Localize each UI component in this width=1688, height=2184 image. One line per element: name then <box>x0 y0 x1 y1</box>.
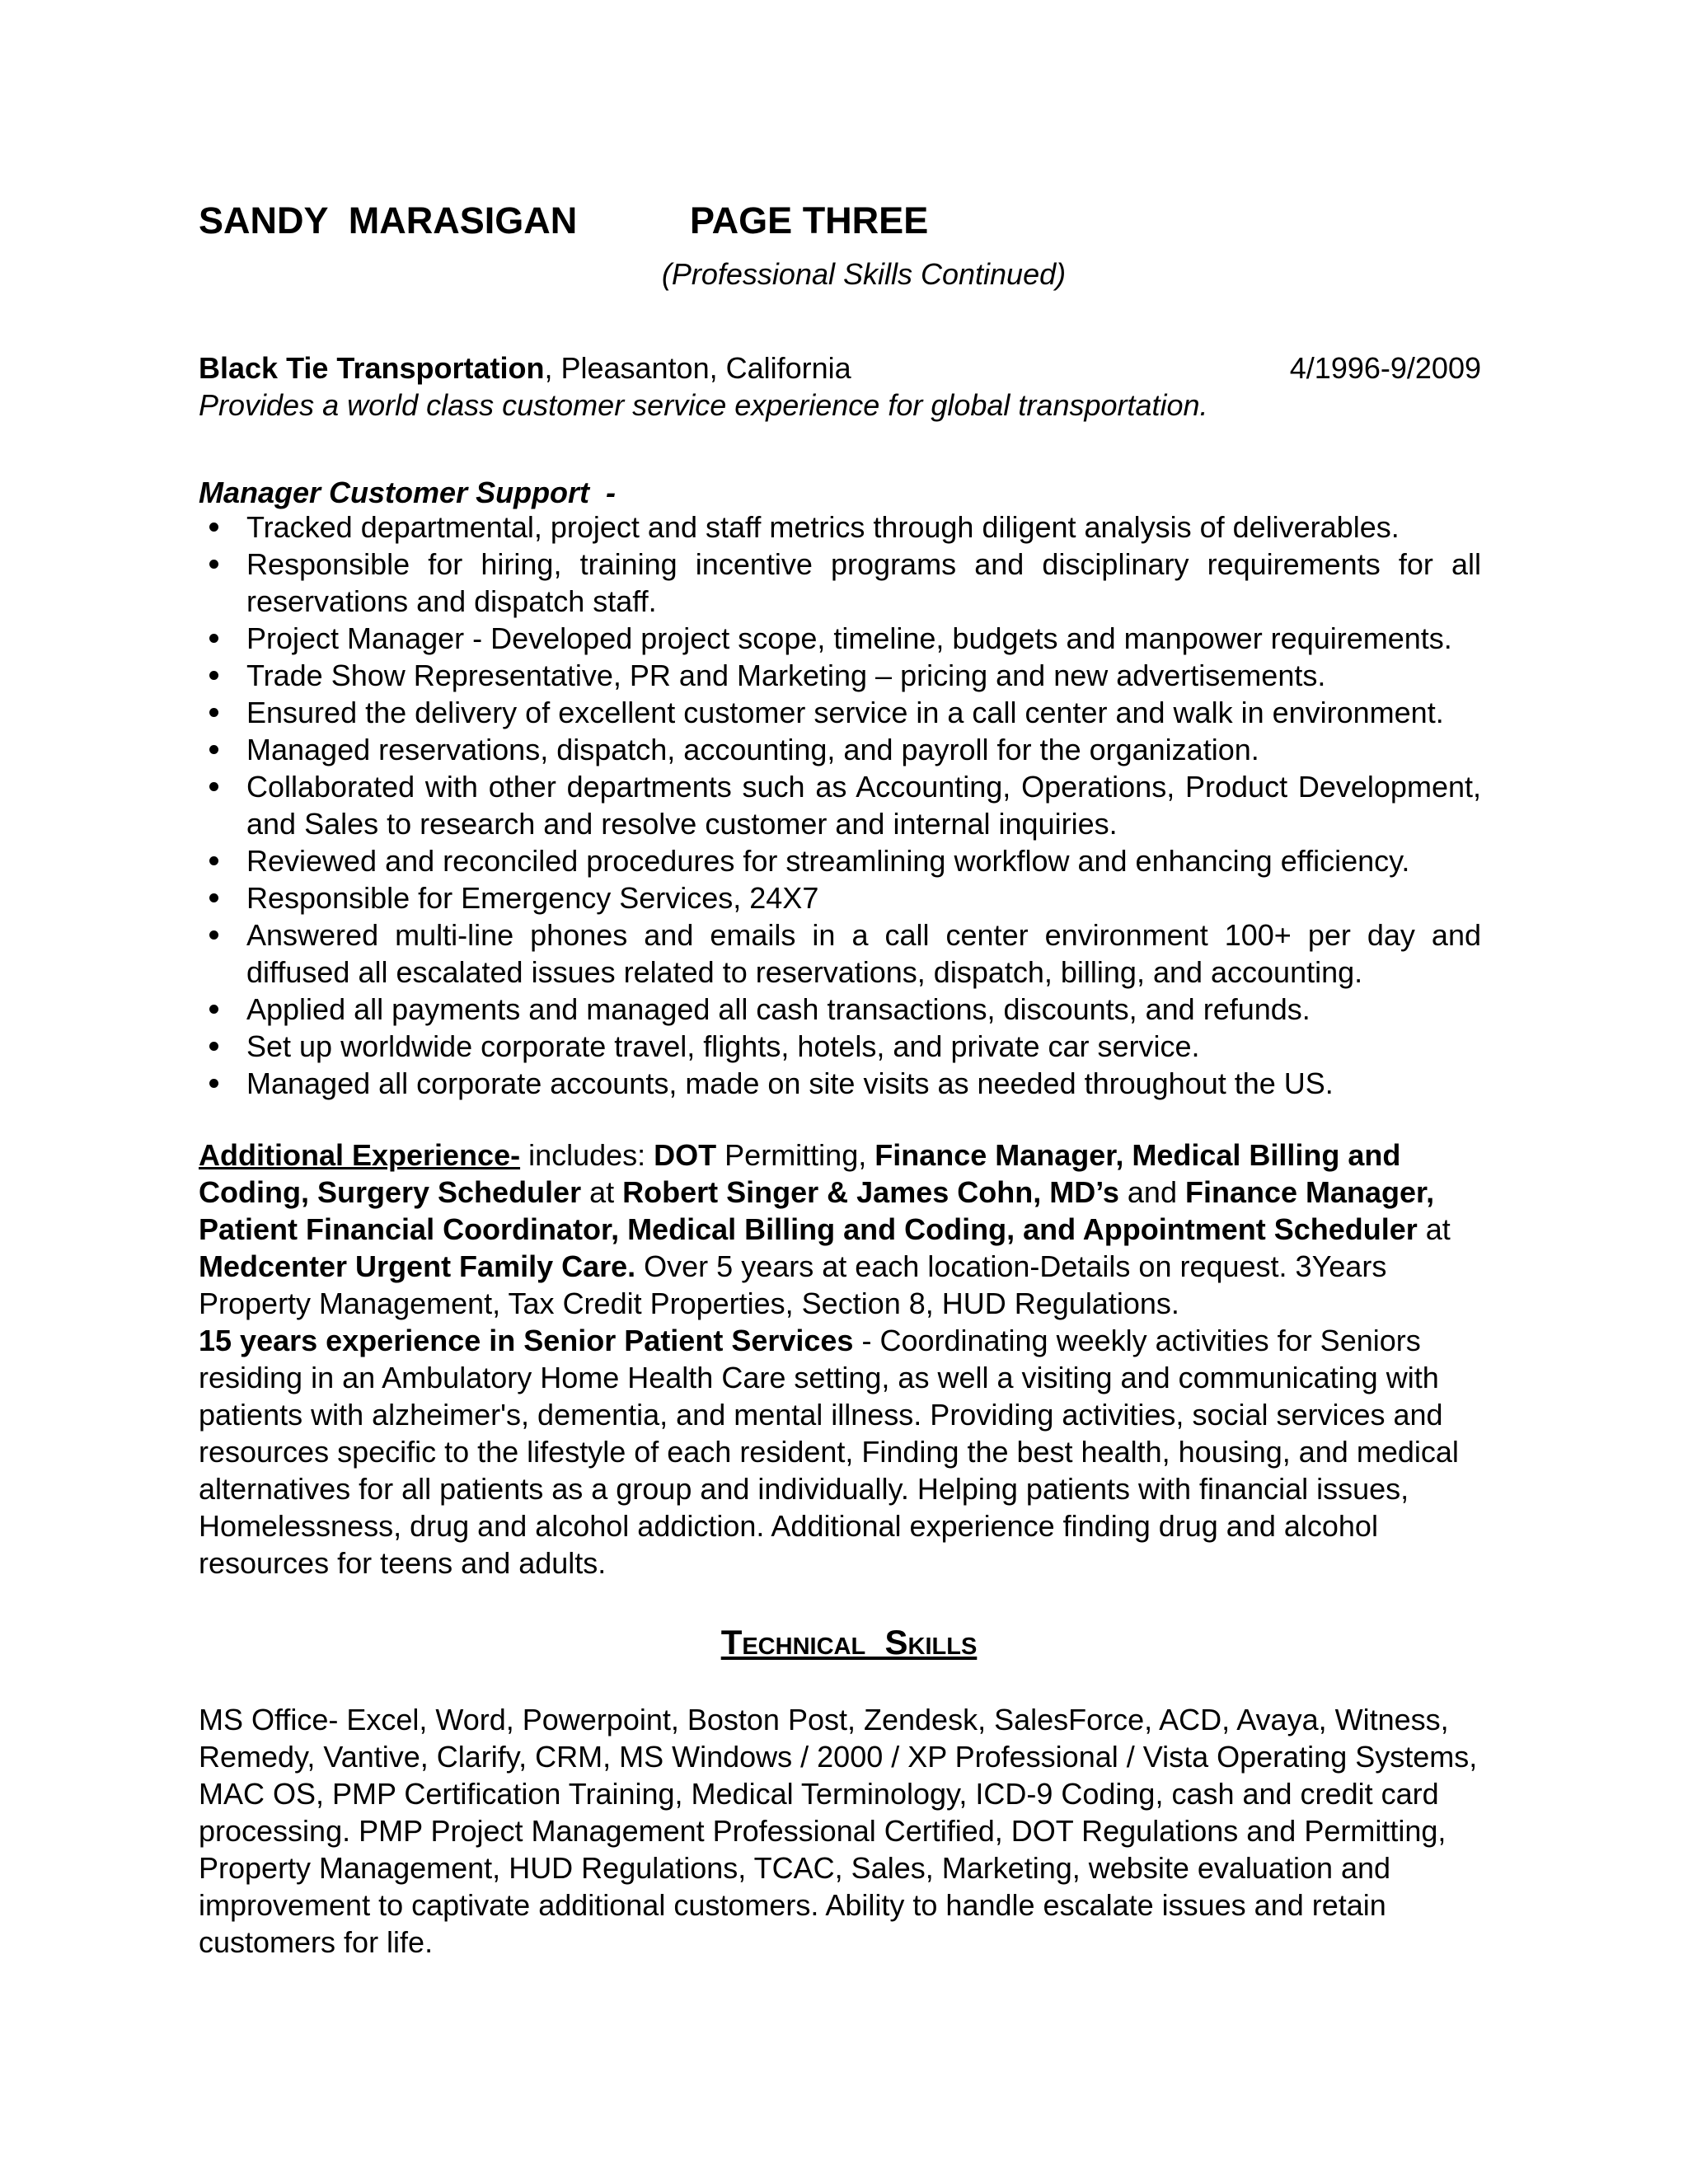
list-item: Responsible for Emergency Services, 24X7 <box>199 879 1481 916</box>
bullet-icon <box>209 560 218 569</box>
section-subtitle <box>0 255 1688 293</box>
bullet-icon <box>209 708 218 717</box>
list-item: Applied all payments and managed all cash transactions, discounts, and refunds. <box>199 991 1481 1028</box>
subtitle-text: (Professional Skills Continued) <box>661 257 1067 291</box>
company-description: Provides a world class customer service experience for global transportation. <box>199 388 1208 422</box>
bullet-icon <box>209 1079 218 1088</box>
technical-skills-heading: Technical Skills <box>720 1623 978 1661</box>
list-item: Answered multi-line phones and emails in a call center environment 100+ per day and diffused all escalated issues related to reservations, dispatch, billing, and accounting. <box>199 916 1481 991</box>
candidate-name: SANDY MARASIGAN <box>199 199 578 241</box>
bullet-icon <box>209 1042 218 1051</box>
additional-experience-paragraph: Additional Experience- includes: DOT Permitting, Finance Manager, Medical Billing and Coding, Surgery Scheduler at Robert Singer & James Cohn, MD’s and Finance Manager, Patient Financial Coordinator, Medical Billing and Coding, and Appointment Scheduler at Medcenter Urgent Family Care. Over 5 years at each location-Details on request. 3Years Property Management, Tax Credit Properties, Section 8, HUD Regulations. <box>199 1138 1451 1320</box>
company-line <box>199 349 1481 387</box>
list-item: Set up worldwide corporate travel, flights, hotels, and private car service. <box>199 1028 1481 1065</box>
senior-services-label: 15 years experience in Senior Patient Services <box>199 1324 854 1357</box>
bullet-icon <box>209 930 218 940</box>
technical-skills-text: MS Office- Excel, Word, Powerpoint, Boston Post, Zendesk, SalesForce, ACD, Avaya, Witness, Remedy, Vantive, Clarify, CRM, MS Windows / 2000 / XP Professional / Vista Operating Systems, MAC OS, PMP Certification Training, Medical Terminology, ICD-9 Coding, cash and credit card processing. PMP Project Management Professional Certified, DOT Regulations and Permitting, Property Management, HUD Regulations, TCAC, Sales, Marketing, website evaluation and improvement to captivate additional customers. Ability to handle escalate issues and retain customers for life. <box>199 1703 1478 1959</box>
bullet-icon <box>209 671 218 680</box>
responsibility-list <box>199 509 1481 1102</box>
list-item: Collaborated with other departments such as Accounting, Operations, Product Development, and Sales to research and resolve customer and internal inquiries. <box>199 768 1481 842</box>
job-title: Manager Customer Support - <box>199 476 617 509</box>
list-item: Ensured the delivery of excellent customer service in a call center and walk in environment. <box>199 694 1481 731</box>
company-name: Black Tie Transportation <box>199 351 545 385</box>
list-item: Responsible for hiring, training incentive programs and disciplinary requirements for all reservations and dispatch staff. <box>199 546 1481 620</box>
bullet-icon <box>209 745 218 754</box>
list-item: Managed reservations, dispatch, accounting, and payroll for the organization. <box>199 731 1481 768</box>
list-item: Reviewed and reconciled procedures for streamlining workflow and enhancing efficiency. <box>199 842 1481 879</box>
list-item: Managed all corporate accounts, made on site visits as needed throughout the US. <box>199 1065 1481 1102</box>
bullet-icon <box>209 893 218 902</box>
bullet-icon <box>209 523 218 532</box>
employment-dates: 4/1996-9/2009 <box>1289 351 1481 385</box>
additional-experience-label: Additional Experience- <box>199 1138 521 1172</box>
senior-services-paragraph: 15 years experience in Senior Patient Services - Coordinating weekly activities for Seniors residing in an Ambulatory Home Health Care setting, as well a visiting and communicating with patients with alzheimer's, dementia, and mental illness. Providing activities, social services and resources specific to the lifestyle of each resident, Finding the best health, housing, and medical alternatives for all patients as a group and individually. Helping patients with financial issues, Homelessness, drug and alcohol addiction. Additional experience finding drug and alcohol resources for teens and adults. <box>199 1324 1459 1580</box>
page-label: PAGE THREE <box>690 199 929 241</box>
bullet-icon <box>209 782 218 791</box>
list-item: Trade Show Representative, PR and Marketing – pricing and new advertisements. <box>199 657 1481 694</box>
company-location: , Pleasanton, California <box>544 351 851 385</box>
list-item: Tracked departmental, project and staff metrics through diligent analysis of deliverables. <box>199 509 1481 546</box>
bullet-icon <box>209 634 218 643</box>
page-header <box>199 196 928 246</box>
bullet-icon <box>209 856 218 865</box>
list-item: Project Manager - Developed project scope, timeline, budgets and manpower requirements. <box>199 620 1481 657</box>
bullet-icon <box>209 1005 218 1014</box>
